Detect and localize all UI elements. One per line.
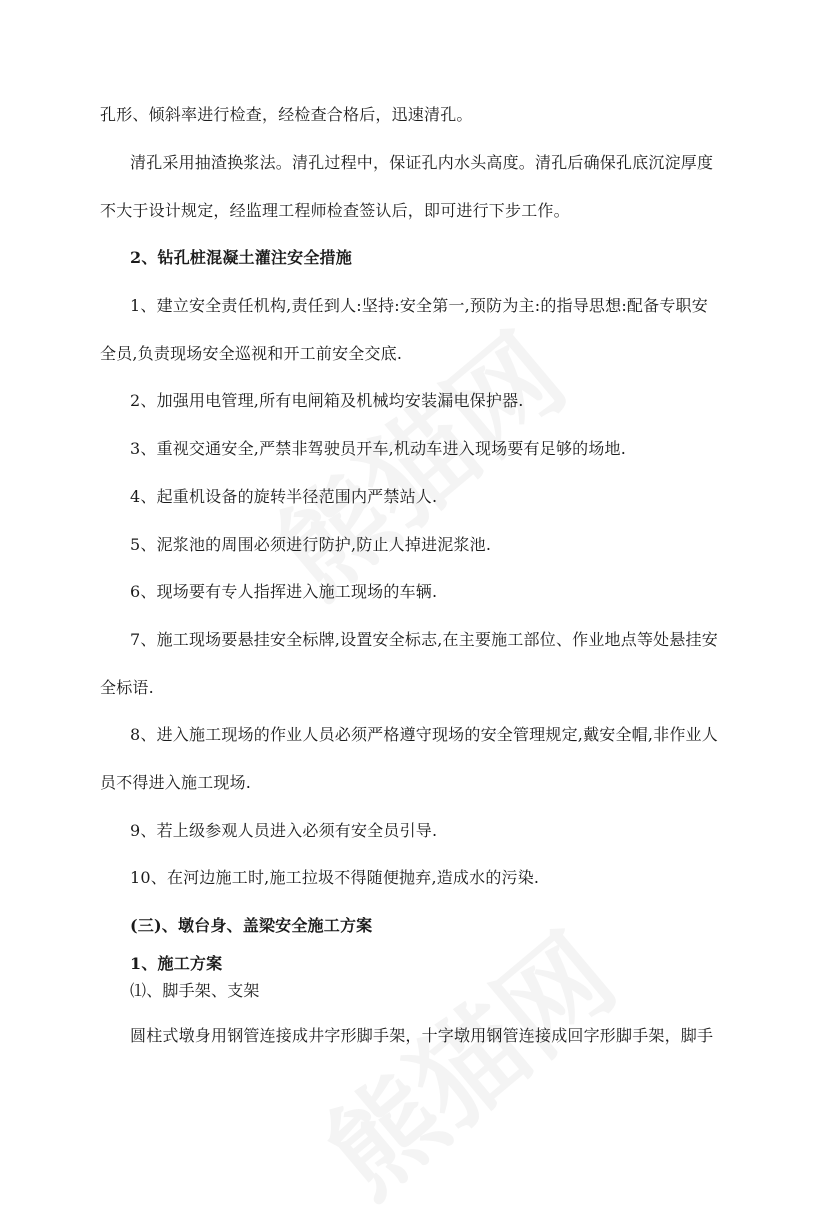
watermark <box>288 892 642 1225</box>
paragraph-line: 圆柱式墩身用钢管连接成井字形脚手架，十字墩用钢管连接成回字形脚手架，脚手 <box>130 1026 714 1045</box>
list-item-continuation: 全标语. <box>100 678 154 697</box>
list-item: 10、在河边施工时,施工拉圾不得随便抛弃,造成水的污染. <box>130 868 540 887</box>
list-item-continuation: 全员,负责现场安全巡视和开工前安全交底. <box>100 344 403 363</box>
list-item: 1、建立安全责任机构,责任到人:坚持:安全第一,预防为主:的指导思想:配备专职安 <box>130 296 708 315</box>
section-heading: 2、钻孔桩混凝土灌注安全措施 <box>130 248 352 267</box>
list-item: 5、泥浆池的周围必须进行防护,防止人掉进泥浆池. <box>130 535 492 554</box>
list-item: 4、起重机设备的旋转半径范围内严禁站人. <box>130 487 438 506</box>
paragraph-line: 孔形、倾斜率进行检查，经检查合格后，迅速清孔。 <box>100 105 473 124</box>
list-item: 2、加强用电管理,所有电闸箱及机械均安装漏电保护器. <box>130 391 524 410</box>
list-item: 7、施工现场要悬挂安全标牌,设置安全标志,在主要施工部位、作业地点等处悬挂安 <box>130 630 718 649</box>
paragraph-line: 不大于设计规定，经监理工程师检查签认后，即可进行下步工作。 <box>100 201 570 220</box>
list-item-continuation: 员不得进入施工现场. <box>100 773 252 792</box>
list-item: 8、进入施工现场的作业人员必须严格遵守现场的安全管理规定,戴安全帽,非作业人 <box>130 725 718 744</box>
list-item: 9、若上级参观人员进入必须有安全员引导. <box>130 821 438 840</box>
subsection-heading: 1、施工方案 <box>130 954 223 973</box>
paragraph-line: 清孔采用抽渣换浆法。清孔过程中，保证孔内水头高度。清孔后确保孔底沉淀厚度 <box>130 153 714 172</box>
list-item: 3、重视交通安全,严禁非驾驶员开车,机动车进入现场要有足够的场地. <box>130 439 627 458</box>
section-heading: (三)、墩台身、盖梁安全施工方案 <box>130 916 373 935</box>
subsection-item: ⑴、脚手架、支架 <box>130 981 260 1000</box>
list-item: 6、现场要有专人指挥进入施工现场的车辆. <box>130 582 438 601</box>
